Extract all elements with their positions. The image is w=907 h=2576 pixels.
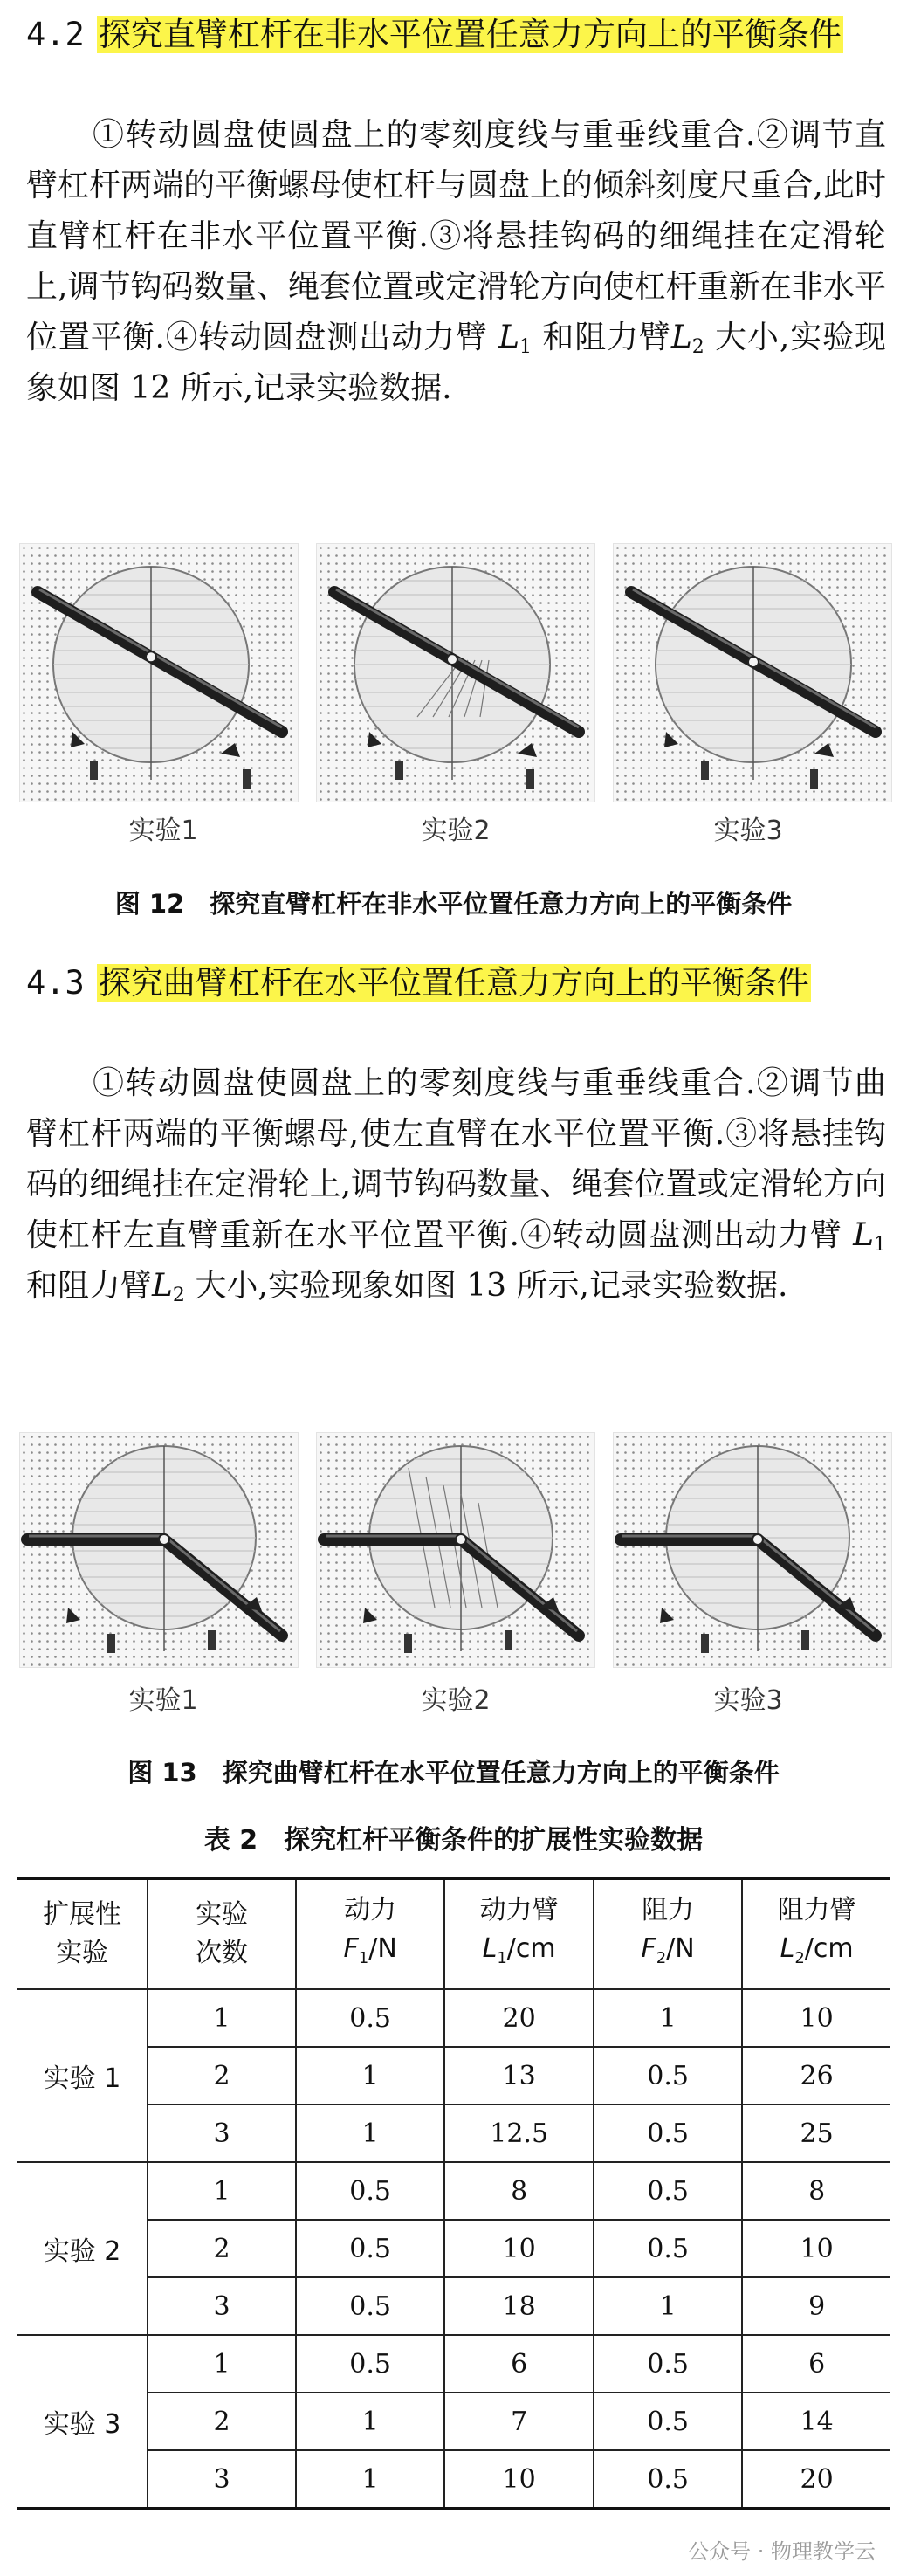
var-L: L: [152, 1268, 173, 1304]
table-header-row: [17, 1879, 890, 1990]
para-text: 大小,实验现象如图 13 所示,记录实验数据.: [195, 1268, 788, 1304]
table-cell: 7: [444, 2393, 594, 2450]
table-cell: 6: [444, 2335, 594, 2393]
curved-lever-apparatus-photo: [317, 1433, 594, 1667]
table-cell: 0.5: [594, 2450, 742, 2509]
pivot: [447, 654, 457, 665]
table-cell: 8: [444, 2162, 594, 2220]
table-cell: 1: [296, 2393, 444, 2450]
var-L: L: [498, 320, 519, 355]
table-cell: 0.5: [594, 2220, 742, 2277]
table-cell: 1: [148, 2162, 296, 2220]
header-var: L: [482, 1932, 498, 1964]
table-cell: 14: [742, 2393, 890, 2450]
hook-weight: [90, 761, 98, 780]
table-cell: 12.5: [444, 2104, 594, 2162]
table-cell: 0.5: [594, 2393, 742, 2450]
fig12-panel-2: [316, 543, 595, 802]
watermark: 公众号 · 物理教学云: [688, 2539, 876, 2564]
table-cell: 0.5: [594, 2335, 742, 2393]
hook-weight: [395, 761, 403, 780]
hook-weight: [404, 1634, 412, 1653]
table-cell: 6: [742, 2335, 890, 2393]
header-sub: 1: [497, 1948, 507, 1967]
fig12-panel-1: [19, 543, 299, 802]
section-title: 探究直臂杠杆在非水平位置任意力方向上的平衡条件: [98, 16, 842, 53]
table-cell: 2: [148, 2220, 296, 2277]
col-header-f2: [594, 1879, 742, 1990]
fig12-subcaption-3: 实验3: [713, 816, 783, 846]
table-cell: 0.5: [594, 2104, 742, 2162]
header-line: 动力: [344, 1894, 397, 1925]
header-sub: 1: [358, 1948, 369, 1967]
para-text: 大小,实验现象如图 12 所示,记录实验数据.: [26, 320, 886, 406]
para-text: ①转动圆盘使圆盘上的零刻度线与重垂线重合.②调节直臂杠杆两端的平衡螺母使杠杆与圆盘上的倾斜刻度尺重合,此时直臂杠杆在非水平位置平衡.③将悬挂钩码的细绳挂在定滑轮上,调节钩码数量、绳套位置或定滑轮方向使杠杆重新在非水平位置平衡.④转动圆盘测出动力臂: [26, 117, 886, 355]
col-header-l1: [444, 1879, 594, 1990]
fig13-panel-3: [613, 1432, 892, 1668]
pivot: [748, 657, 759, 667]
table-2-title: 表 2 探究杠杆平衡条件的扩展性实验数据: [203, 1825, 704, 1856]
group-name-cell: 实验 1: [17, 1989, 148, 2162]
section-4-2-heading: [26, 9, 890, 60]
table-cell: 0.5: [296, 2335, 444, 2393]
var-sub: 1: [874, 1234, 886, 1256]
lever-apparatus-photo: [317, 544, 594, 802]
hook-weight: [526, 769, 534, 789]
header-line: 实验: [56, 1938, 109, 1968]
table-cell: 3: [148, 2277, 296, 2335]
hook-weight: [208, 1630, 216, 1650]
section-number: 4.3: [26, 964, 85, 1002]
header-line: 阻力臂: [777, 1894, 856, 1925]
para-text: 和阻力臂: [542, 320, 671, 355]
table-row: [17, 2162, 890, 2220]
fig13-panel-2: [316, 1432, 595, 1668]
var-sub: 2: [691, 336, 704, 358]
header-line: 扩展性: [43, 1899, 122, 1930]
table-cell: 20: [742, 2450, 890, 2509]
header-unit: /N: [666, 1932, 695, 1964]
hook-weight: [801, 1630, 809, 1650]
header-unit: /cm: [804, 1932, 854, 1964]
table-cell: 1: [296, 2450, 444, 2509]
table-cell: 10: [742, 2220, 890, 2277]
table-cell: 0.5: [296, 1989, 444, 2047]
fig12-panel-3: [613, 543, 892, 802]
table-cell: 18: [444, 2277, 594, 2335]
fig12-subcaption-1: 实验1: [128, 816, 198, 846]
pivot: [456, 1534, 466, 1545]
table-row: [17, 2104, 890, 2162]
header-var: F: [343, 1932, 359, 1964]
table-cell: 2: [148, 2047, 296, 2104]
col-header-trial: [148, 1879, 296, 1990]
para-text: 和阻力臂: [26, 1268, 153, 1304]
pivot: [752, 1534, 763, 1545]
header-line: 动力臂: [479, 1894, 559, 1925]
header-sub: 2: [794, 1948, 805, 1967]
group-name-cell: 实验 3: [17, 2335, 148, 2509]
hook-weight: [243, 769, 251, 789]
lever-apparatus-photo: [614, 544, 891, 802]
hook-weight: [701, 761, 709, 780]
table-cell: 1: [148, 1989, 296, 2047]
hook-weight: [505, 1630, 512, 1650]
var-L: L: [853, 1217, 874, 1253]
table-cell: 1: [296, 2047, 444, 2104]
table-row: [17, 2277, 890, 2335]
col-header-f1: [296, 1879, 444, 1990]
table-cell: 1: [594, 2277, 742, 2335]
table-row: [17, 2393, 890, 2450]
header-line: 次数: [196, 1938, 249, 1968]
fig13-subcaption-1: 实验1: [128, 1685, 198, 1716]
section-4-2-paragraph: [26, 110, 886, 414]
table-body: [17, 1989, 890, 2509]
pivot: [159, 1534, 169, 1545]
pivot: [146, 651, 156, 662]
table-cell: 0.5: [594, 2162, 742, 2220]
table-cell: 10: [444, 2220, 594, 2277]
fig13-panel-1: [19, 1432, 299, 1668]
var-sub: 2: [172, 1285, 185, 1306]
table-cell: 13: [444, 2047, 594, 2104]
figure-13-panels: [19, 1432, 892, 1668]
para-text: ①转动圆盘使圆盘上的零刻度线与重垂线重合.②调节曲臂杠杆两端的平衡螺母,使左直臂在水平位置平衡.③将悬挂钩码的细绳挂在定滑轮上,调节钩码数量、绳套位置或定滑轮方向使杠杆左直臂重新在水平位置平衡.④转动圆盘测出动力臂: [26, 1065, 886, 1253]
table-2: [17, 1877, 890, 2510]
table-cell: 9: [742, 2277, 890, 2335]
table-row: [17, 2047, 890, 2104]
table-cell: 8: [742, 2162, 890, 2220]
table-cell: 10: [444, 2450, 594, 2509]
fig12-subcaption-2: 实验2: [421, 816, 491, 846]
table-row: [17, 2220, 890, 2277]
table-cell: 0.5: [296, 2162, 444, 2220]
table-cell: 0.5: [296, 2220, 444, 2277]
curved-lever-apparatus-photo: [614, 1433, 891, 1667]
curved-lever-apparatus-photo: [20, 1433, 298, 1667]
figure-13-caption: 图 13 探究曲臂杠杆在水平位置任意力方向上的平衡条件: [127, 1758, 780, 1787]
section-title: 探究曲臂杠杆在水平位置任意力方向上的平衡条件: [98, 964, 809, 1002]
table-cell: 0.5: [296, 2277, 444, 2335]
table-cell: 2: [148, 2393, 296, 2450]
table-cell: 26: [742, 2047, 890, 2104]
header-line: 实验: [196, 1899, 249, 1930]
hook-weight: [810, 769, 818, 789]
section-4-3-heading: [26, 957, 890, 1009]
section-number: 4.2: [26, 16, 85, 53]
table-cell: 10: [742, 1989, 890, 2047]
var-L: L: [670, 320, 692, 355]
table-row: [17, 1989, 890, 2047]
fig13-subcaption-2: 实验2: [421, 1685, 491, 1716]
table-row: [17, 2335, 890, 2393]
header-line: 阻力: [642, 1894, 695, 1925]
table-cell: 1: [148, 2335, 296, 2393]
section-4-3-paragraph: [26, 1058, 886, 1312]
figure-12-caption: 图 12 探究直臂杠杆在非水平位置任意力方向上的平衡条件: [114, 889, 793, 919]
hook-weight: [701, 1634, 709, 1653]
col-header-group: [17, 1879, 148, 1990]
header-var: F: [641, 1932, 656, 1964]
header-unit: /N: [368, 1932, 397, 1964]
table-row: [17, 2450, 890, 2509]
lever-apparatus-photo: [20, 544, 298, 802]
table-cell: 1: [594, 1989, 742, 2047]
header-sub: 2: [656, 1948, 667, 1967]
group-name-cell: 实验 2: [17, 2162, 148, 2335]
fig13-subcaption-3: 实验3: [713, 1685, 783, 1716]
table-cell: 25: [742, 2104, 890, 2162]
header-var: L: [780, 1932, 795, 1964]
table-cell: 3: [148, 2104, 296, 2162]
header-unit: /cm: [506, 1932, 556, 1964]
table-cell: 1: [296, 2104, 444, 2162]
table-cell: 3: [148, 2450, 296, 2509]
figure-12-panels: [19, 543, 892, 805]
hook-weight: [107, 1634, 115, 1653]
table-cell: 20: [444, 1989, 594, 2047]
var-sub: 1: [519, 336, 532, 358]
col-header-l2: [742, 1879, 890, 1990]
table-cell: 0.5: [594, 2047, 742, 2104]
